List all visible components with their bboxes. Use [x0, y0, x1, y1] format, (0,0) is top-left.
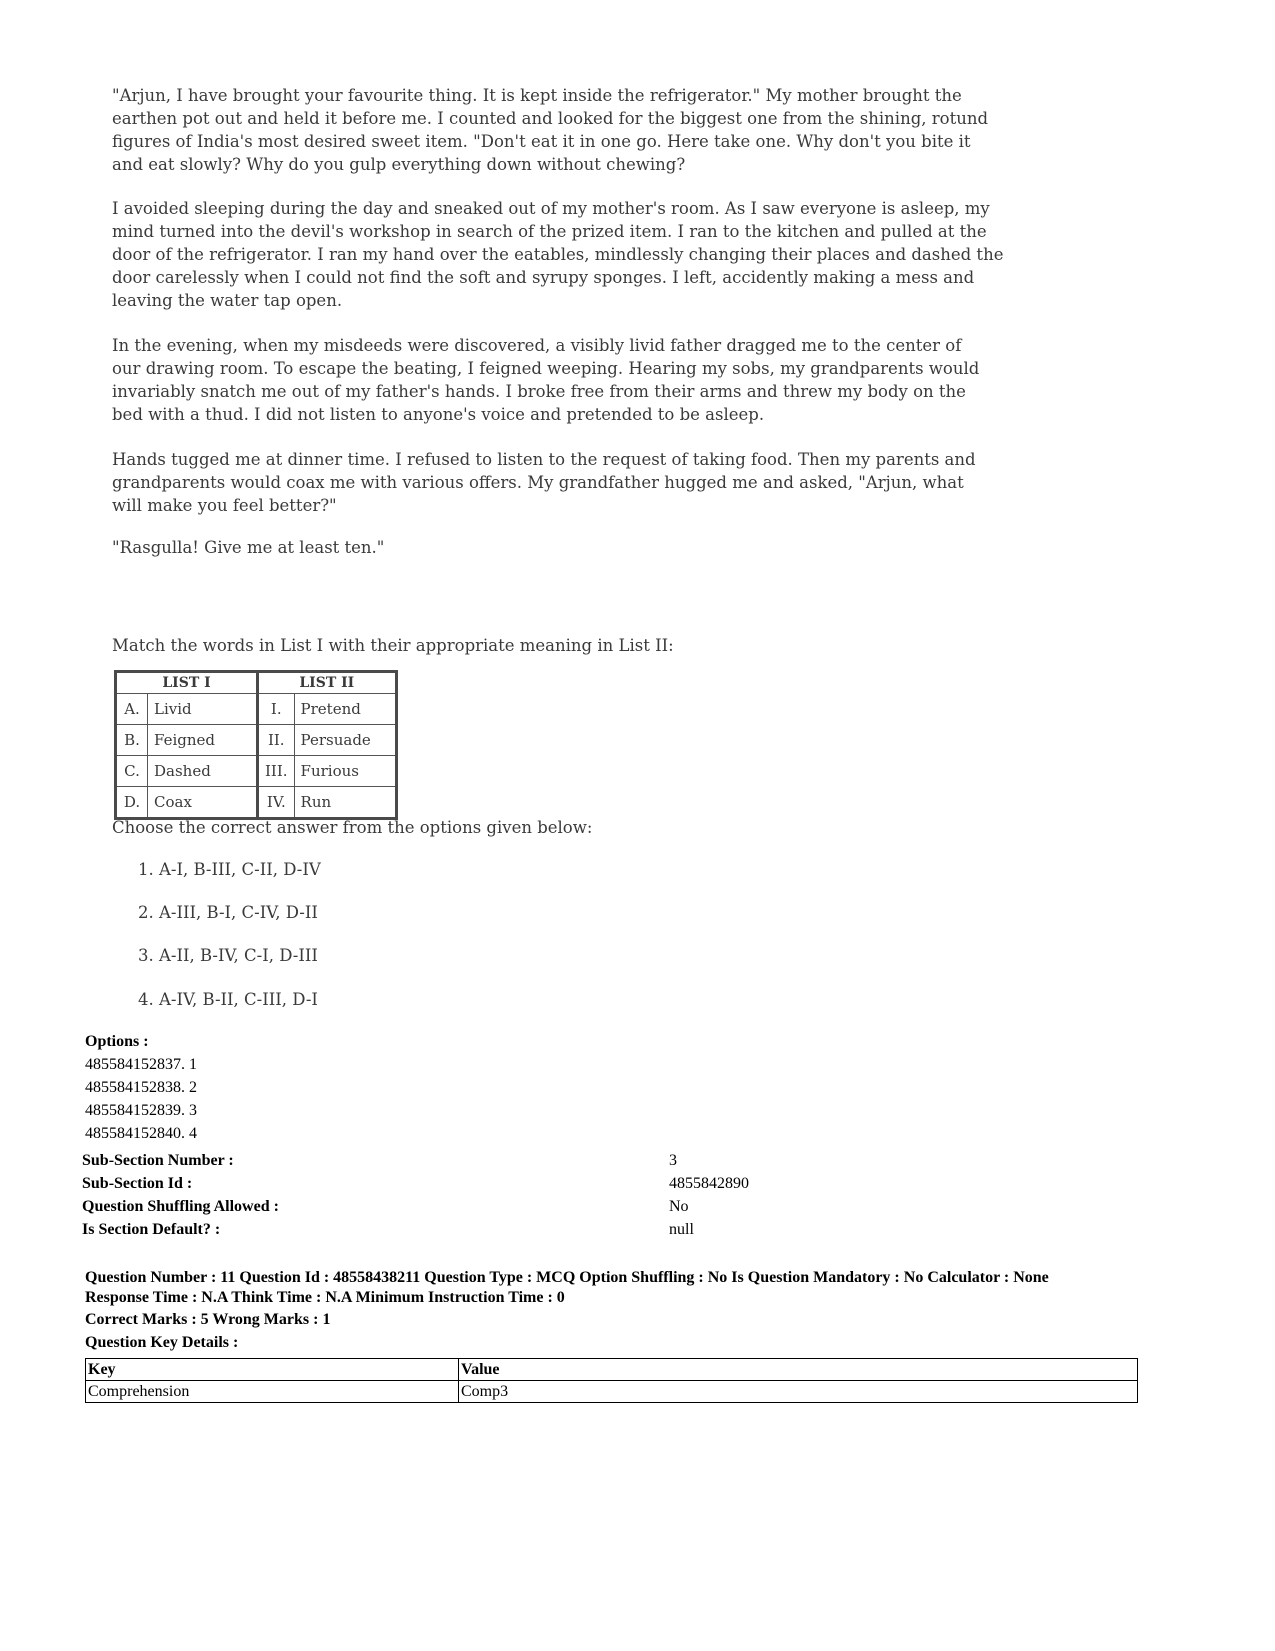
key-details-table: [85, 1358, 1138, 1403]
list1-word: Livid: [148, 694, 258, 725]
question-info-line-1: Question Number : 11 Question Id : 48558438211 Question Type : MCQ Option Shuffling : No Is Question Mandatory : No Calculator : None: [85, 1269, 1049, 1286]
subsection-number-value: 3: [669, 1152, 677, 1169]
table-row: [116, 694, 397, 725]
table-row: [86, 1381, 1138, 1403]
list2-roman: I.: [258, 694, 295, 725]
subsection-id-value: 4855842890: [669, 1175, 749, 1192]
key-details-label: Question Key Details :: [85, 1334, 239, 1351]
section-default-label: Is Section Default? :: [82, 1221, 221, 1238]
option-item: 485584152840. 4: [85, 1125, 197, 1142]
match-table-header: [116, 672, 397, 694]
list2-header: LIST II: [258, 672, 397, 694]
table-row: [116, 725, 397, 756]
shuffling-allowed-label: Question Shuffling Allowed :: [82, 1198, 279, 1215]
list1-word: Coax: [148, 787, 258, 819]
value-cell: Comp3: [459, 1381, 1138, 1403]
option-item: 485584152839. 3: [85, 1102, 197, 1119]
list2-meaning: Run: [294, 787, 396, 819]
match-table: [114, 670, 398, 820]
list2-roman: IV.: [258, 787, 295, 819]
choose-instruction: Choose the correct answer from the options given below:: [112, 818, 593, 837]
key-cell: Comprehension: [86, 1381, 459, 1403]
value-column-header: Value: [459, 1359, 1138, 1381]
option-item: 485584152838. 2: [85, 1079, 197, 1096]
subsection-number-label: Sub-Section Number :: [82, 1152, 234, 1169]
list1-header: LIST I: [116, 672, 258, 694]
options-label: Options :: [85, 1033, 149, 1050]
key-column-header: Key: [86, 1359, 459, 1381]
subsection-values: [669, 1149, 749, 1241]
answer-choice-2: 2. A-III, B-I, C-IV, D-II: [138, 903, 318, 922]
passage-paragraph-4: Hands tugged me at dinner time. I refused to listen to the request of taking food. Then my parents and grandparents would coax me with various offers. My grandfather hugged me and asked, "Arjun, what will make you feel better?": [112, 450, 976, 515]
list1-word: Feigned: [148, 725, 258, 756]
passage-paragraph-1: "Arjun, I have brought your favourite thing. It is kept inside the refrigerator." My mother brought the earthen pot out and held it before me. I counted and looked for the biggest one from the shining, rotund figures of India's most desired sweet item. "Don't eat it in one go. Here take one. Why don't you bite it and eat slowly? Why do you gulp everything down without chewing?: [112, 86, 989, 174]
marks-line: Correct Marks : 5 Wrong Marks : 1: [85, 1311, 331, 1328]
passage-paragraph-3: In the evening, when my misdeeds were discovered, a visibly livid father dragged me to the center of our drawing room. To escape the beating, I feigned weeping. Hearing my sobs, my grandparents would invariably snatch me out of my father's hands. I broke free from their arms and threw my body on the bed with a thud. I did not listen to anyone's voice and pretended to be asleep.: [112, 336, 980, 424]
table-row: [116, 756, 397, 787]
list1-letter: B.: [116, 725, 148, 756]
table-row: [116, 787, 397, 819]
list2-roman: III.: [258, 756, 295, 787]
shuffling-allowed-value: No: [669, 1198, 689, 1215]
answer-choice-3: 3. A-II, B-IV, C-I, D-III: [138, 946, 318, 965]
list1-letter: C.: [116, 756, 148, 787]
question-info-line-2: Response Time : N.A Think Time : N.A Minimum Instruction Time : 0: [85, 1289, 565, 1306]
answer-choice-4: 4. A-IV, B-II, C-III, D-I: [138, 990, 318, 1009]
option-item: 485584152837. 1: [85, 1056, 197, 1073]
list1-letter: D.: [116, 787, 148, 819]
subsection-labels: [82, 1149, 279, 1241]
list2-meaning: Persuade: [294, 725, 396, 756]
list1-word: Dashed: [148, 756, 258, 787]
list1-letter: A.: [116, 694, 148, 725]
subsection-id-label: Sub-Section Id :: [82, 1175, 193, 1192]
options-list: [85, 1030, 197, 1145]
list2-meaning: Furious: [294, 756, 396, 787]
passage-paragraph-5: "Rasgulla! Give me at least ten.": [112, 538, 385, 557]
list2-roman: II.: [258, 725, 295, 756]
passage-paragraph-2: I avoided sleeping during the day and sneaked out of my mother's room. As I saw everyone is asleep, my mind turned into the devil's workshop in search of the prized item. I ran to the kitchen and pulled at the door of the refrigerator. I ran my hand over the eatables, mindlessly changing their places and dashed the door carelessly when I could not find the soft and syrupy sponges. I left, accidently making a mess and leaving the water tap open.: [112, 199, 1004, 310]
list2-meaning: Pretend: [294, 694, 396, 725]
question-info: [85, 1268, 1145, 1308]
answer-choice-1: 1. A-I, B-III, C-II, D-IV: [138, 860, 321, 879]
question-prompt: Match the words in List I with their appropriate meaning in List II:: [112, 636, 674, 655]
table-row: [86, 1359, 1138, 1381]
section-default-value: null: [669, 1221, 694, 1238]
